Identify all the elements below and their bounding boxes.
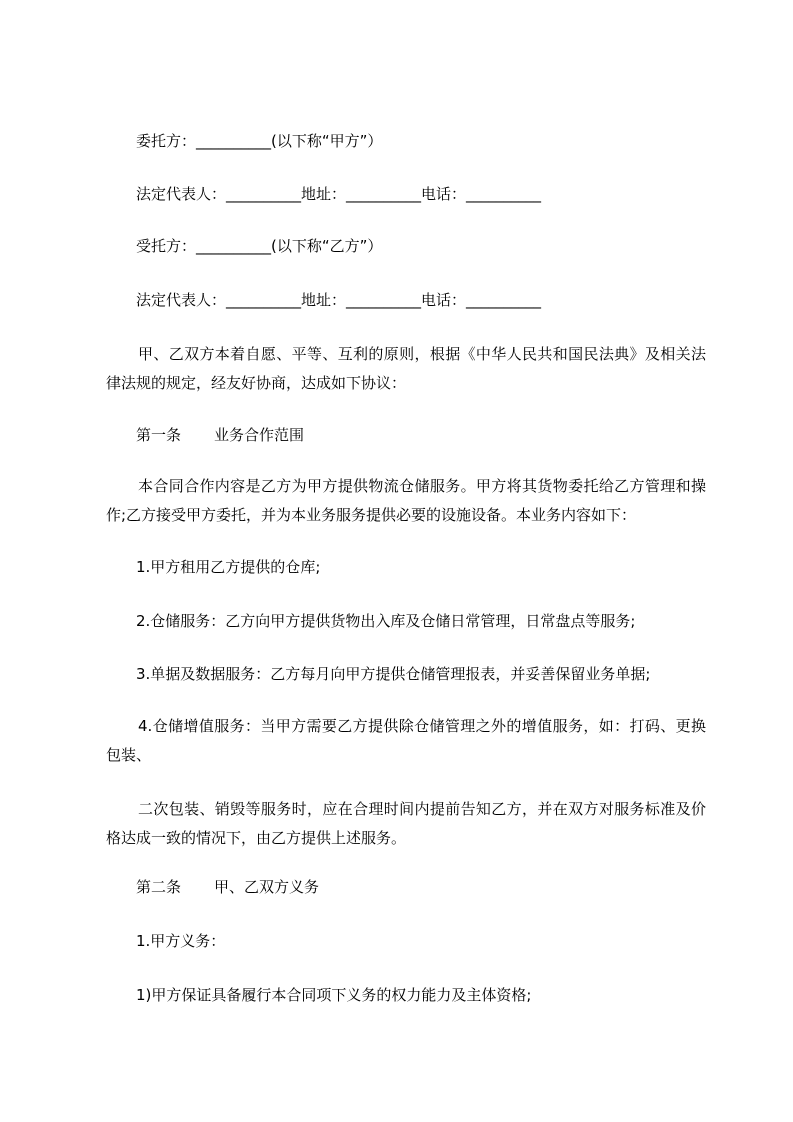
article-1-continuation: 二次包装、销毁等服务时，应在合理时间内提前告知乙方，并在双方对服务标准及价格达成一致的情况下，由乙方提供上述服务。: [106, 800, 706, 847]
article-2-number: 第二条: [136, 878, 182, 896]
article-1-heading: [136, 424, 736, 446]
article-2-sub-1: 1.甲方义务：: [136, 932, 226, 950]
preamble-paragraph: 甲、乙双方本着自愿、平等、互利的原则，根据《中华人民共和国民法典》及相关法律法规的规定，经友好协商，达成如下协议：: [106, 345, 706, 392]
article-2-sub-1-item-1: 1)甲方保证具备履行本合同项下义务的权力能力及主体资格;: [136, 986, 532, 1004]
client-line: 委托方：__________(以下称“甲方”）: [136, 132, 383, 150]
article-1-item-1: 1.甲方租用乙方提供的仓库;: [136, 558, 321, 576]
contractor-representative-line: 法定代表人：__________地址：__________电话：__________: [136, 291, 542, 309]
article-1-intro: 本合同合作内容是乙方为甲方提供物流仓储服务。甲方将其货物委托给乙方管理和操作;乙方接受甲方委托，并为本业务服务提供必要的设施设备。本业务内容如下：: [106, 477, 706, 524]
article-1-item-3: 3.单据及数据服务：乙方每月向甲方提供仓储管理报表，并妥善保留业务单据;: [136, 665, 651, 683]
client-representative-line: 法定代表人：__________地址：__________电话：__________: [136, 185, 542, 203]
article-1-item-4: 4.仓储增值服务：当甲方需要乙方提供除仓储管理之外的增值服务，如：打码、更换包装、: [106, 717, 706, 764]
article-2-heading: [136, 876, 736, 898]
article-1-number: 第一条: [136, 426, 182, 444]
article-1-title: 业务合作范围: [214, 426, 305, 444]
article-2-title: 甲、乙双方义务: [214, 878, 320, 896]
contractor-line: 受托方：__________(以下称“乙方”）: [136, 237, 383, 255]
article-1-item-2: 2.仓储服务：乙方向甲方提供货物出入库及仓储日常管理，日常盘点等服务;: [136, 612, 636, 630]
